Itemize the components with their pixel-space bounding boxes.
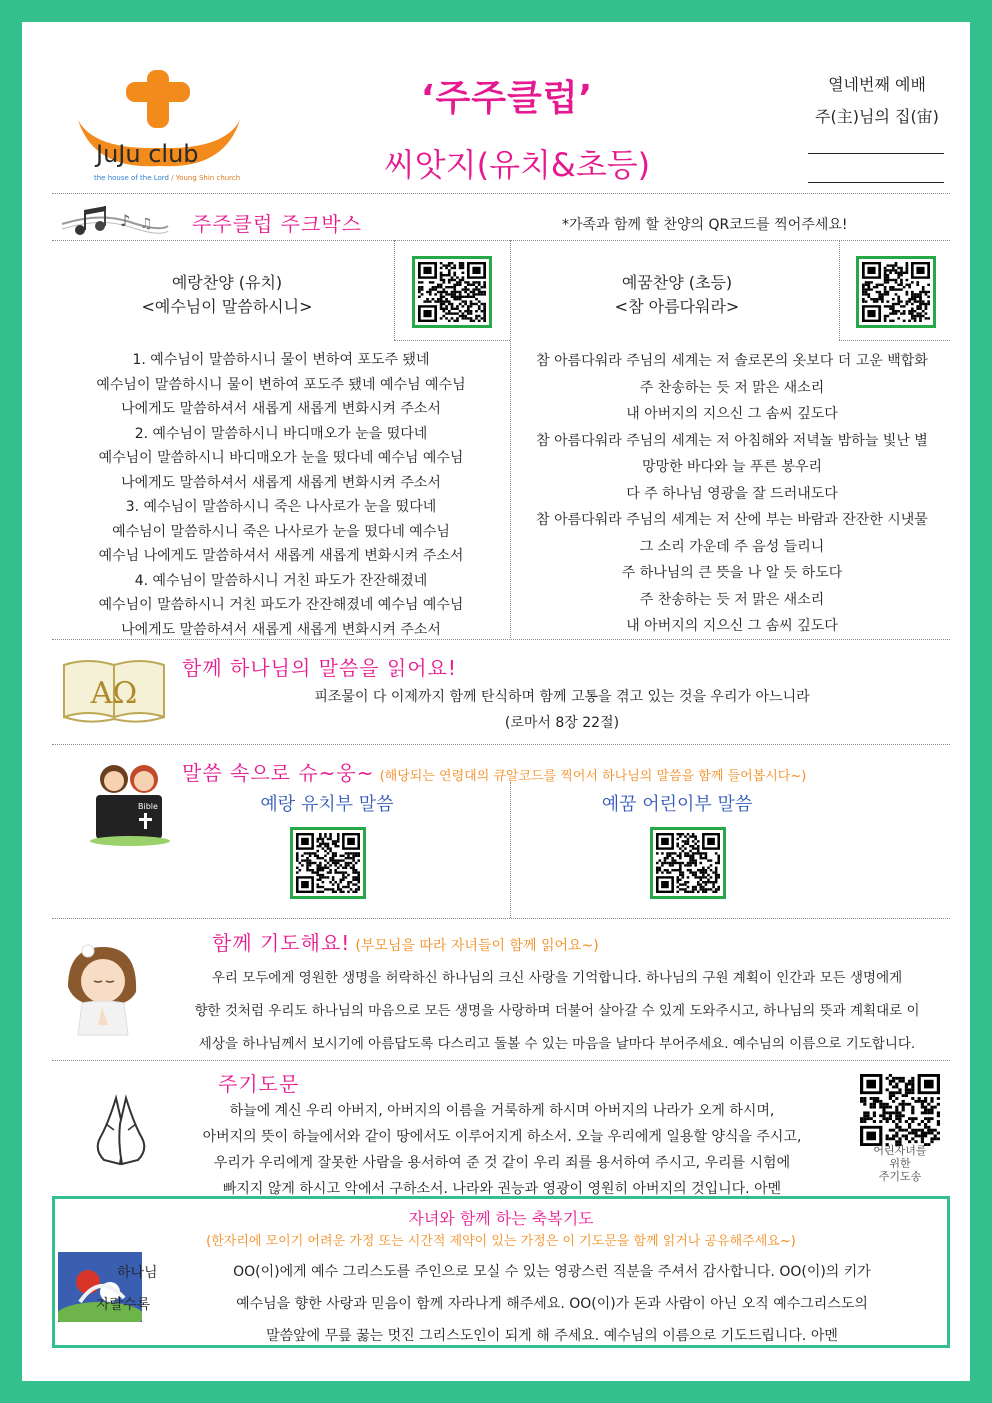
praying-hands-icon [86,1094,156,1166]
divider [52,918,950,919]
divider [52,193,950,194]
right-lyrics [512,348,952,640]
overlay-word-grow: 자랄수록 [96,1297,151,1313]
left-song-heading: 예랑찬양 (유치) [171,273,283,292]
qr-caption-line1: 어린자녀를 [873,1144,927,1157]
lyric-line: 예수님이 말씀하시니 바디매오가 눈을 떴다네 예수님 예수님 [98,450,464,466]
lords-prayer-line: 우리가 우리에게 잘못한 사람을 용서하여 준 것 같이 우리 죄를 용서하여 주시고, 우리를 시험에 [213,1155,791,1171]
blessing-note: (한자리에 모이기 어려운 가정 또는 시간적 제약이 있는 가정은 이 기도문을 함께 읽거나 공유해주세요~) [206,1234,796,1249]
svg-text:♪: ♪ [120,211,131,230]
prayer-line: 세상을 하나님께서 보시기에 아름답도록 다스리고 돌볼 수 있는 마음을 날마다 부어주세요. 예수님의 이름으로 기도합니다. [198,1036,916,1052]
qr-code-lords-prayer-song[interactable] [860,1074,940,1146]
lyric-line: 예수님이 말씀하시니 거친 파도가 잔잔해졌네 예수님 예수님 [98,597,464,613]
left-song-title: <예수님이 말씀하시니> [141,297,313,316]
qr-code-yekkum-song[interactable] [856,256,936,328]
qr-caption-line2: 위한 [889,1157,911,1170]
blessing-line: 말씀앞에 무릎 꿇는 멋진 그리스도인이 되게 해 주세요. 예수님의 이름으로 기도드립니다. 아멘 [266,1328,838,1344]
sermon-header [182,757,806,786]
lyric-line: 4. 예수님이 말씀하시니 거친 파도가 잔잔해졌네 [134,572,428,589]
blank-line-1 [808,153,944,154]
lyric-line: 다 주 하나님 영광을 잘 드러내도다 [626,485,838,502]
alpha-omega-letters: AΩ [90,676,138,711]
lyric-line: 예수님이 말씀하시니 물이 변하여 포도주 됐네 예수님 예수님 [96,376,466,393]
qr-code-icon [656,833,720,893]
house-of-lord: 주(主)님의 집(宙) [815,107,939,126]
divider [52,744,950,745]
yekkum-sermon-label: 예꿈 어린이부 말씀 [601,794,753,815]
svg-text:♫: ♫ [140,216,153,232]
overlay-word-god: 하나님 [117,1265,158,1281]
qr-code-icon [860,1074,940,1146]
qr-code-icon [418,262,486,322]
logo-subtitle [94,174,240,182]
lyric-line: 그 소리 가운데 주 음성 들리니 [639,538,825,555]
open-bible-icon [60,657,168,725]
service-number: 열네번째 예배 [828,75,926,94]
prayer-line: 향한 것처럼 우리도 하나님의 마음으로 모든 생명을 사랑하며 더불어 살아갈 수 있게 도와주시고, 하나님의 뜻과 계획대로 이 [194,1003,920,1019]
lords-prayer-title: 주기도문 [218,1072,300,1096]
jukebox-title: 주주클럽 주크박스 [192,212,362,236]
bible-label: Bible [138,802,158,811]
qr-code-icon [862,262,930,322]
lyric-line: 예수님 나에게도 말씀하셔서 새롭게 새롭게 변화시켜 주소서 [98,548,464,564]
qr-caption [848,1144,952,1183]
qr-box-divider [839,240,840,340]
sermon-title: 말씀 속으로 슈~웅~ [182,761,375,785]
qr-code-icon [296,833,360,893]
lyric-line: 3. 예수님이 말씀하시니 죽은 나사로가 눈을 떴다네 [125,499,437,515]
divider [52,1060,950,1061]
blessing-line: 예수님을 향한 사랑과 믿음이 함께 자라나게 해주세요. OO(이)가 돈과 사람이 아닌 오직 예수그리스도의 [236,1296,868,1312]
prayer-text [162,962,952,1061]
sermon-note: (해당되는 연령대의 큐알코드를 찍어서 하나님의 말씀을 함께 들어봅시다~) [379,769,807,784]
lyric-line: 2. 예수님이 말씀하시니 바디매오가 눈을 떴다네 [134,425,428,442]
yerang-sermon-label: 예랑 유치부 말씀 [260,794,394,815]
qr-box-bottom [394,340,510,341]
lyric-line: 내 아버지의 지으신 그 솜씨 깊도다 [626,618,838,634]
lyric-line: 예수님이 말씀하시니 죽은 나사로가 눈을 떴다네 예수님 [112,523,450,540]
prayer-header [212,927,599,956]
logo-subtitle-a: the house of the Lord [94,174,169,182]
divider [52,639,950,640]
prayer-title: 함께 기도해요! [212,931,351,955]
lyric-line: 주 찬송하는 듯 저 맑은 새소리 [639,379,825,396]
lyric-line: 참 아름다워라 주님의 세계는 저 산에 부는 바람과 잔잔한 시냇물 [536,512,928,528]
blessing-line: OO(이)에게 예수 그리스도를 주인으로 모실 수 있는 영광스런 직분을 주셔서 감사합니다. OO(이)의 키가 [233,1264,871,1280]
right-song-title: <참 아름다워라> [614,297,740,316]
right-song-heading: 예꿈찬양 (초등) [621,273,733,292]
lords-prayer-line: 하늘에 계신 우리 아버지, 아버지의 이름을 거룩하게 하시며 아버지의 나라가 오게 하시며, [229,1103,775,1119]
qr-code-yerang-sermon[interactable] [290,827,366,899]
column-divider [510,782,511,918]
prayer-line: 우리 모두에게 영원한 생명을 허락하신 하나님의 크신 사랑을 기억합니다. 하나님의 구원 계획이 인간과 모든 생명에게 [211,970,903,986]
left-lyrics [54,348,508,642]
music-notes-icon [60,202,170,242]
lyric-line: 망망한 바다와 늘 푸른 봉우리 [641,459,823,475]
lords-prayer-line: 빠지지 않게 하시고 악에서 구하소서. 나라와 권능과 영광이 영원히 아버지의 것입니다. 아멘 [222,1181,782,1197]
lyric-line: 참 아름다워라 주님의 세계는 저 아침해와 저녁놀 밤하늘 빛난 별 [536,432,928,449]
word-title: 함께 하나님의 말씀을 읽어요! [182,656,457,680]
lyric-line: 주 하나님의 큰 뜻을 나 알 듯 하도다 [621,565,843,581]
qr-caption-line3: 주기도송 [878,1170,922,1183]
lyric-line: 나에게도 말씀하셔서 새롭게 새롭게 변화시켜 주소서 [121,401,441,417]
logo-subtitle-b: / Young Shin church [169,174,241,182]
divider [52,240,950,241]
qr-code-yekkum-sermon[interactable] [650,827,726,899]
kids-reading-icon [82,757,182,847]
column-divider [510,240,511,638]
praying-girl-icon [58,937,144,1037]
lyric-line: 내 아버지의 지으신 그 솜씨 깊도다 [626,406,838,422]
logo [74,62,244,192]
page-subtitle: 씨앗지(유치&초등) [383,146,651,184]
qr-box-bottom [839,340,950,341]
scripture-reference: (로마서 8장 22절) [504,715,620,731]
lyric-line: 나에게도 말씀하셔서 새롭게 새롭게 변화시켜 주소서 [121,474,441,491]
scripture-verse: 피조물이 다 이제까지 함께 탄식하며 함께 고통을 겪고 있는 것을 우리가 아느니라 [314,689,810,705]
lyric-line: 주 찬송하는 듯 저 맑은 새소리 [639,591,825,608]
lyric-line: 1. 예수님이 말씀하시니 물이 변하여 포도주 됐네 [132,352,430,368]
bulletin-page [22,22,970,1381]
jukebox-note: *가족과 함께 할 찬양의 QR코드를 찍어주세요! [562,217,848,233]
lords-prayer-text [162,1098,842,1202]
logo-text: JuJu club [96,140,199,168]
page-title: ‘주주클럽’ [420,78,594,119]
lyric-line: 참 아름다워라 주님의 세계는 저 솔로몬의 옷보다 더 고운 백합화 [536,353,928,369]
lyric-line: 나에게도 말씀하셔서 새롭게 새롭게 변화시켜 주소서 [121,621,441,638]
prayer-note: (부모님을 따라 자녀들이 함께 읽어요~) [355,938,599,954]
blank-line-2 [808,182,944,183]
blessing-text [167,1256,937,1352]
blessing-title: 자녀와 함께 하는 축복기도 [408,1209,594,1228]
lords-prayer-line: 아버지의 뜻이 하늘에서와 같이 땅에서도 이루어지게 하소서. 오늘 우리에게 일용할 양식을 주시고, [202,1129,802,1145]
qr-code-yerang-song[interactable] [412,256,492,328]
qr-box-divider [394,240,395,340]
